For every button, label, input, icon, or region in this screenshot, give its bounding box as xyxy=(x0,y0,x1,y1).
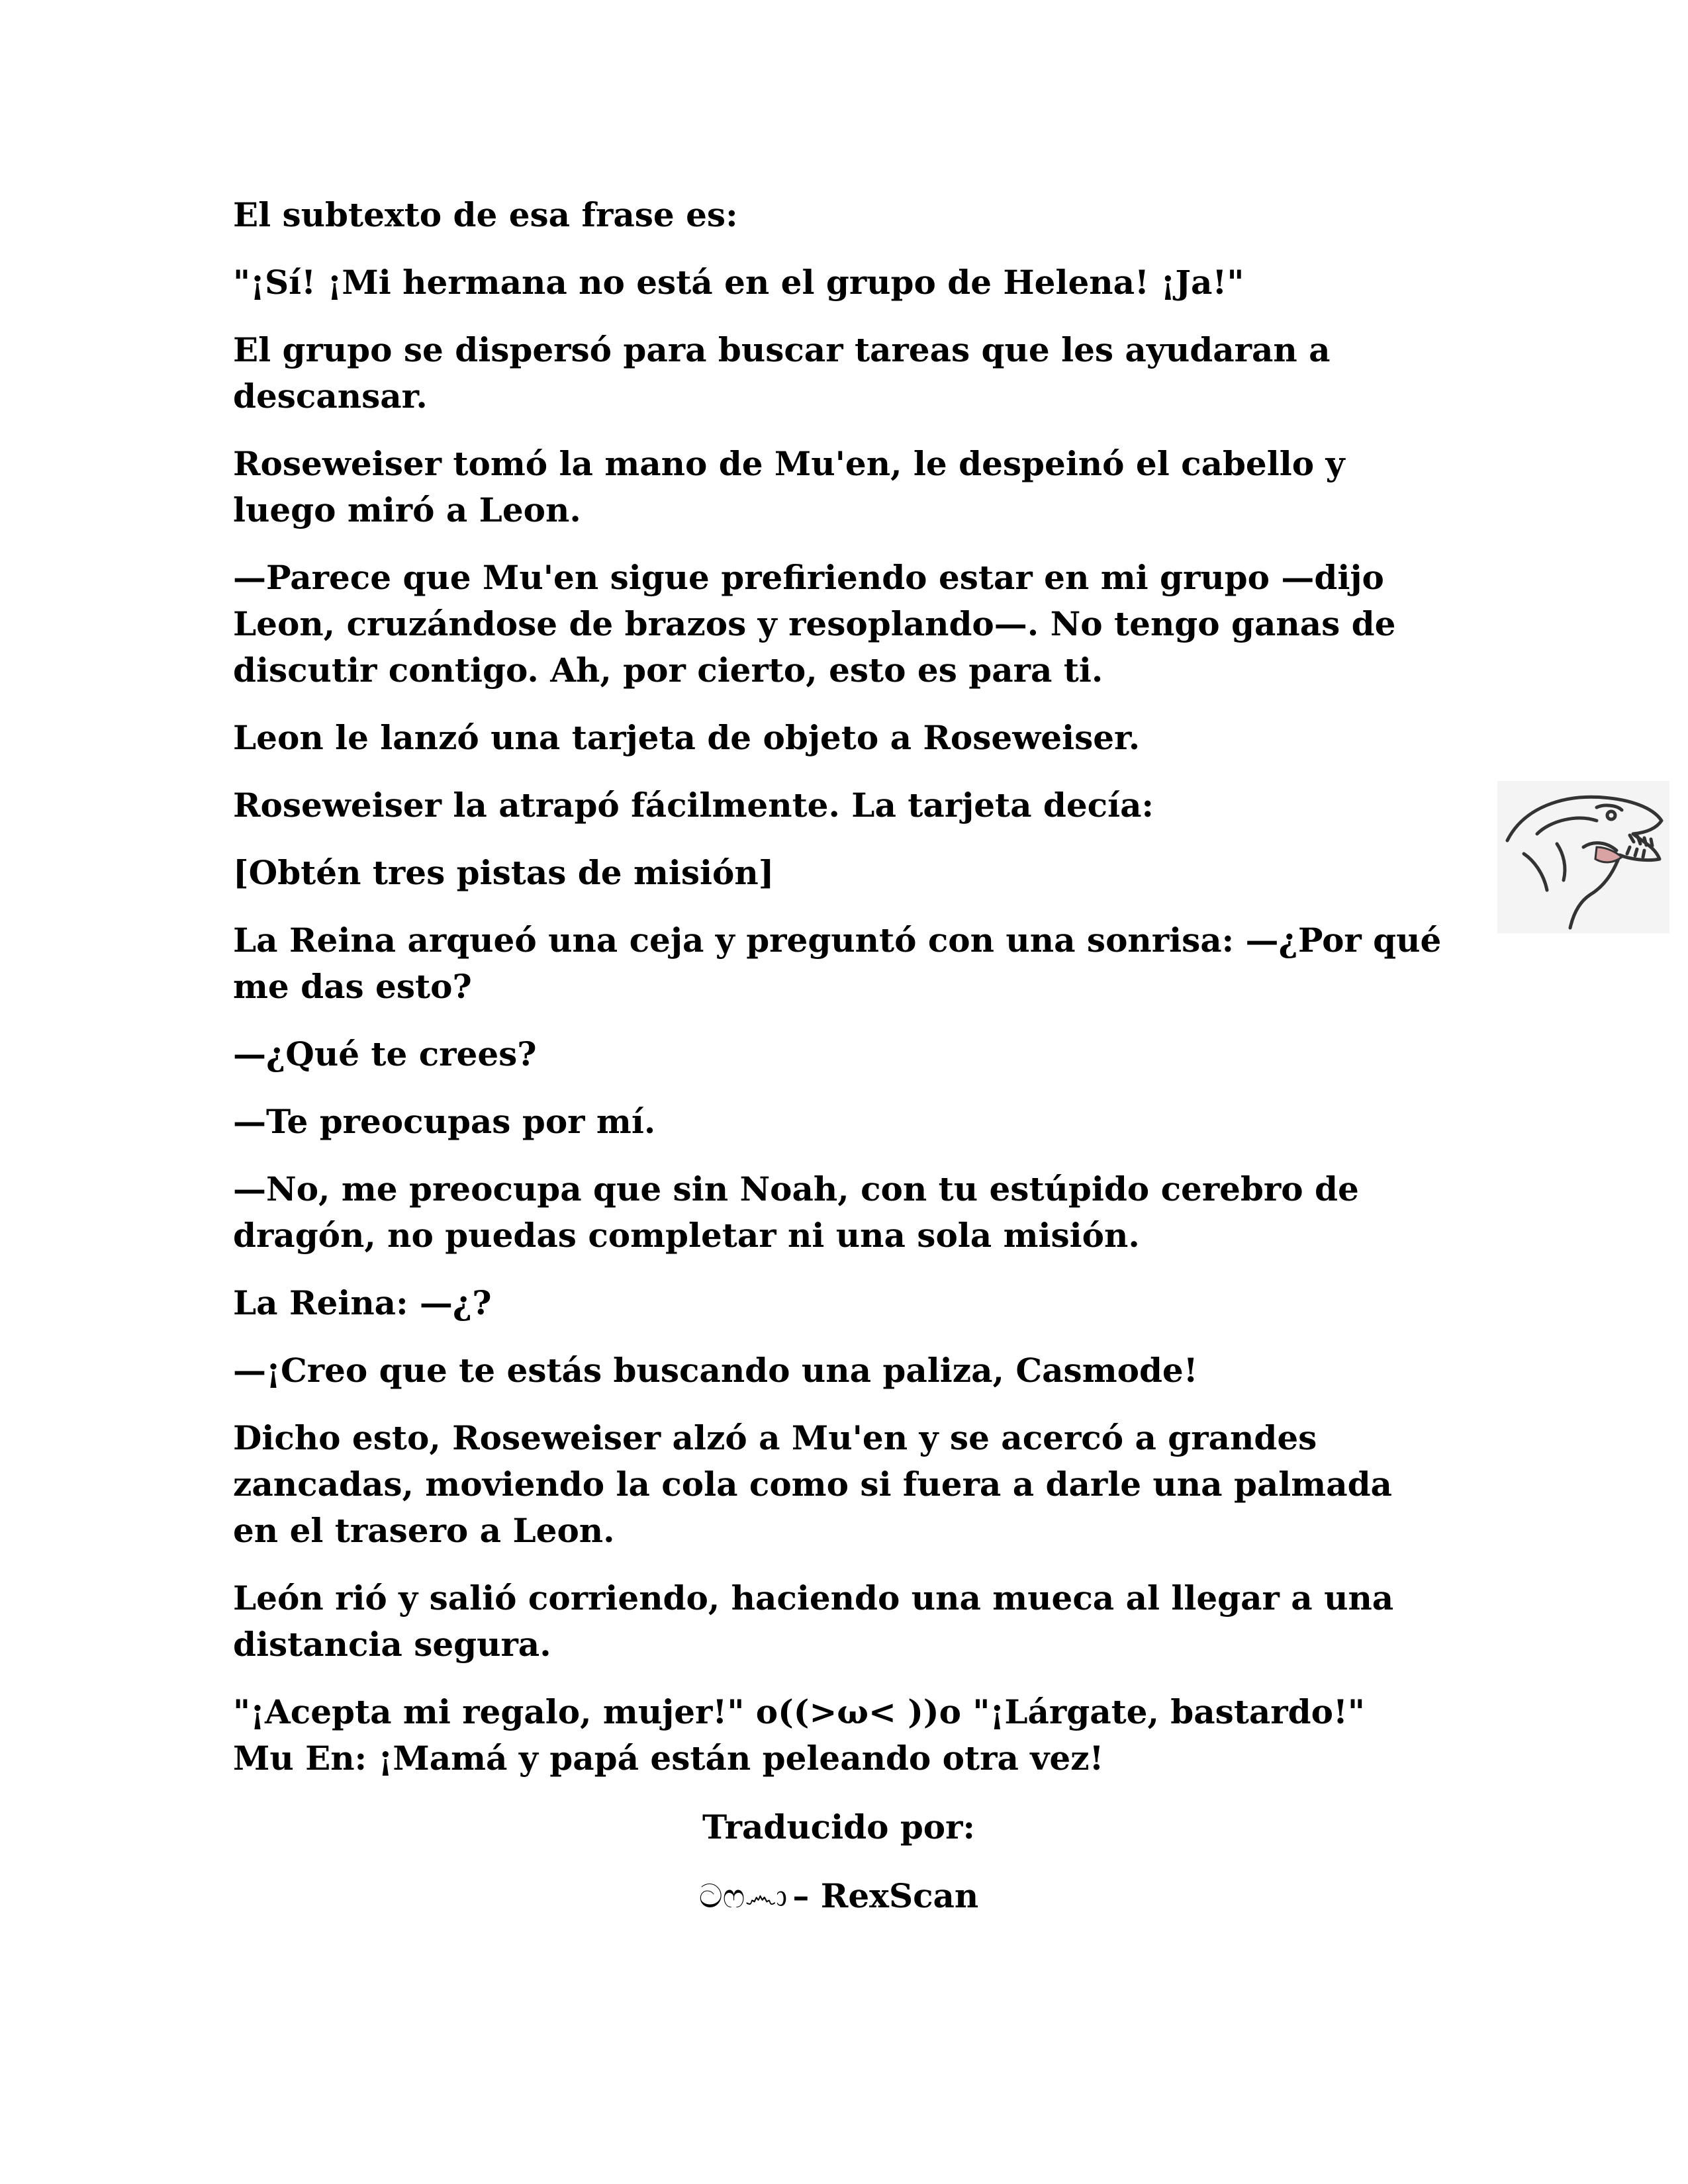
credits-label: Traducido por: xyxy=(702,1807,975,1846)
paragraph: —Te preocupas por mí. xyxy=(233,1102,656,1141)
paragraph: "¡Sí! ¡Mi hermana no está en el grupo de Helena! ¡Ja!" xyxy=(233,263,1244,302)
paragraph: León rió y salió corriendo, haciendo una mueca al llegar a una distancia segura. xyxy=(233,1578,1394,1664)
closing-line: "¡Acepta mi regalo, mujer!" o((>ω< ))o "¡Lárgate, bastardo!" xyxy=(233,1692,1365,1731)
credits-signature-line xyxy=(233,1873,1444,1919)
paragraph: El grupo se dispersó para buscar tareas que les ayudaran a descansar. xyxy=(233,330,1331,416)
paragraph: El subtexto de esa frase es: xyxy=(233,195,738,234)
paragraph: Roseweiser la atrapó fácilmente. La tarjeta decía: xyxy=(233,786,1154,825)
paragraph: —Parece que Mu'en sigue prefiriendo estar en mi grupo —dijo Leon, cruzándose de brazos y resoplando—. No tengo ganas de discutir contigo. Ah, por cierto, esto es para ti. xyxy=(233,558,1396,690)
translator-signature: ටෆ෴ා xyxy=(698,1877,788,1915)
paragraph: La Reina arqueó una ceja y preguntó con una sonrisa: —¿Por qué me das esto? xyxy=(233,921,1442,1006)
paragraph: —¿Qué te crees? xyxy=(233,1034,537,1073)
paragraph: Roseweiser tomó la mano de Mu'en, le despeinó el cabello y luego miró a Leon. xyxy=(233,444,1345,529)
paragraph: Leon le lanzó una tarjeta de objeto a Roseweiser. xyxy=(233,718,1141,757)
group-name: – RexScan xyxy=(792,1876,979,1915)
credits xyxy=(233,1804,1444,1919)
paragraph: La Reina: —¿? xyxy=(233,1283,492,1322)
paragraph: —¡Creo que te estás buscando una paliza, Casmode! xyxy=(233,1351,1198,1390)
paragraph: [Obtén tres pistas de misión] xyxy=(233,853,774,892)
dinosaur-head-sketch-icon xyxy=(1497,781,1669,933)
closing-line: Mu En: ¡Mamá y papá están peleando otra vez! xyxy=(233,1739,1104,1778)
paragraph: —No, me preocupa que sin Noah, con tu estúpido cerebro de dragón, no puedas completar ni una sola misión. xyxy=(233,1169,1359,1255)
paragraph: Dicho esto, Roseweiser alzó a Mu'en y se acercó a grandes zancadas, moviendo la cola como si fuera a darle una palmada en el trasero a Leon. xyxy=(233,1418,1392,1550)
document-body xyxy=(233,192,1444,1942)
